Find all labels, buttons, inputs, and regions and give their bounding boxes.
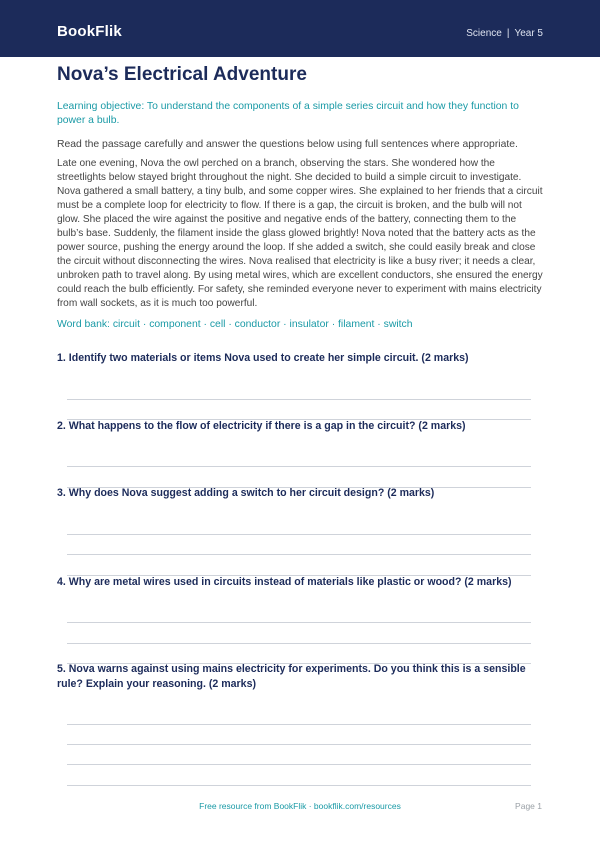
page-number: Page 1: [515, 801, 542, 811]
answer-line[interactable]: [67, 643, 531, 644]
answer-line[interactable]: [67, 744, 531, 745]
answer-line[interactable]: [67, 785, 531, 786]
reading-passage: Late one evening, Nova the owl perched on a branch, observing the stars. She wondered how the streetlights below stayed bright throughout the night. She decided to build a simple circuit to investigate. Nova gathered a small battery, a tiny bulb, and some copper wires. She explained to her friends that a circuit must be a complete loop for electricity to flow. If there is a gap, the circuit is broken, and the bulb will not glow. She placed the wire against the positive and negative ends of the battery, connecting them to the bulb’s base. Suddenly, the filament inside the glass glowed brightly! Nova noted that the battery acts as the power source, pushing the energy around the loop. If she added a switch, she could easily break and close the circuit without disconnecting the wires. Nova realised that electricity is like a busy river; it needs a clear, unbroken path to travel along. By using metal wires, which are excellent conductors, she ensured the energy could reach the bulb efficiently. For safety, she reminded everyone never to experiment with mains electricity from wall sockets, as it is much too powerful.: [57, 158, 543, 309]
year-label: Year 5: [514, 28, 543, 39]
answer-line[interactable]: [67, 554, 531, 555]
header-bar: [0, 0, 600, 57]
question-4: 4. Why are metal wires used in circuits instead of materials like plastic or wood? (2 marks): [57, 576, 512, 588]
brand-logo: BookFlik: [57, 23, 122, 40]
answer-line[interactable]: [67, 534, 531, 535]
question-1: 1. Identify two materials or items Nova used to create her simple circuit. (2 marks): [57, 352, 469, 364]
word-bank: Word bank: circuit · component · cell · conductor · insulator · filament · switch: [57, 319, 413, 330]
subject-year: [466, 28, 543, 39]
learning-objective: Learning objective: To understand the components of a simple series circuit and how they function to power a bulb.: [57, 101, 519, 126]
question-3: 3. Why does Nova suggest adding a switch to her circuit design? (2 marks): [57, 487, 435, 499]
answer-line[interactable]: [67, 622, 531, 623]
answer-line[interactable]: [67, 399, 531, 400]
subject-label: Science: [466, 28, 502, 39]
footer-credit[interactable]: Free resource from BookFlik · bookflik.com/resources: [199, 801, 401, 811]
question-2: 2. What happens to the flow of electricity if there is a gap in the circuit? (2 marks): [57, 420, 466, 432]
question-5: 5. Nova warns against using mains electricity for experiments. Do you think this is a sensible rule? Explain your reasoning. (2 marks): [57, 663, 526, 690]
worksheet-title: Nova’s Electrical Adventure: [57, 64, 307, 85]
answer-line[interactable]: [67, 466, 531, 467]
meta-separator: |: [506, 28, 510, 39]
answer-line[interactable]: [67, 724, 531, 725]
instructions: Read the passage carefully and answer the questions below using full sentences where appropriate.: [57, 139, 518, 150]
answer-line[interactable]: [67, 764, 531, 765]
